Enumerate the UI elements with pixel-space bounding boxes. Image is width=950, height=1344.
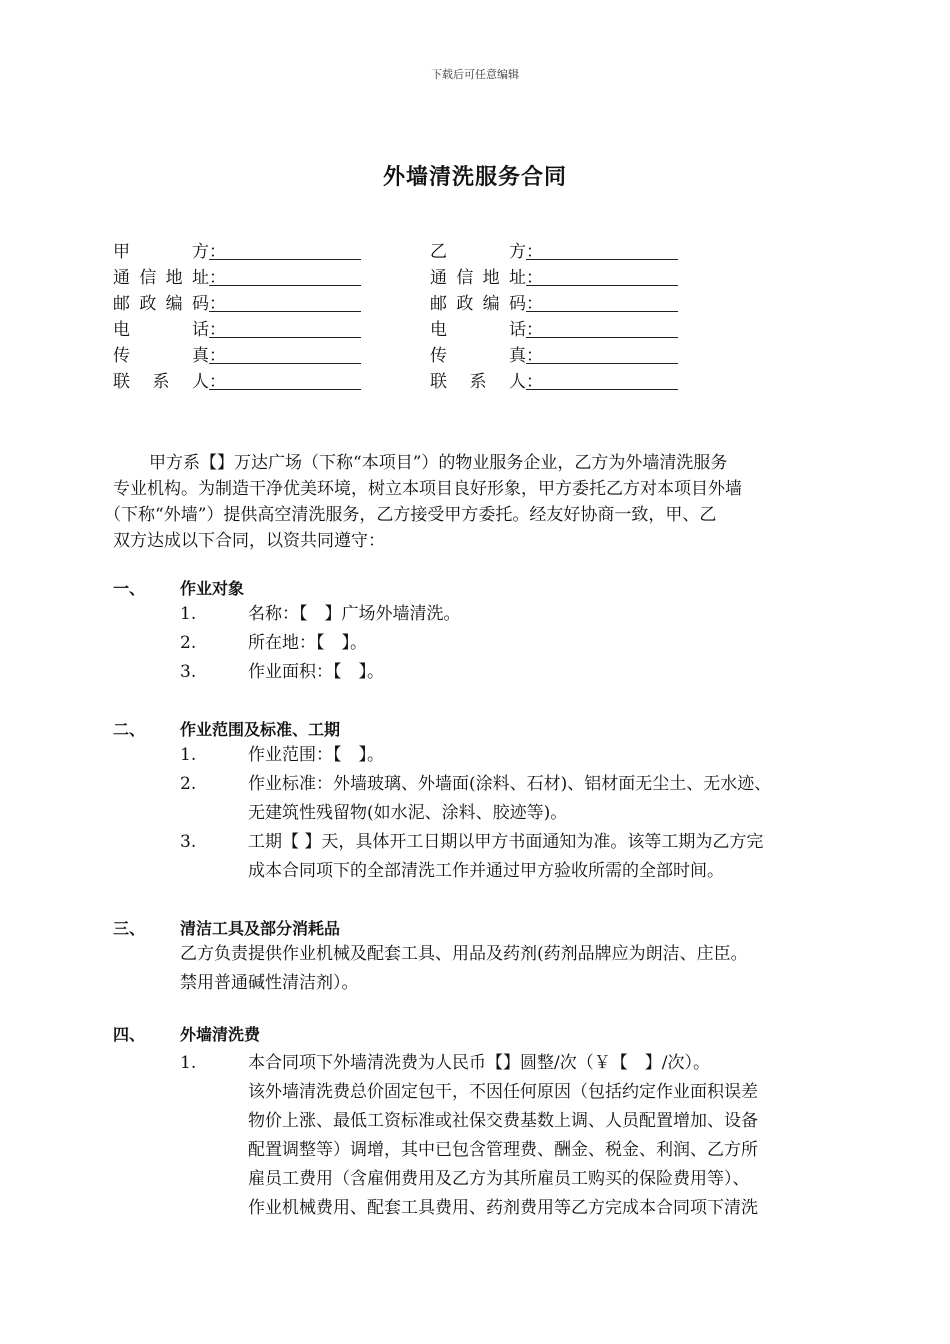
party-b-name-field[interactable] [526,259,678,260]
party-b-fax-row [430,344,543,368]
section-4-line-2: 该外墙清洗费总价固定包干，不因任何原因（包括约定作业面积误差 [248,1082,758,1102]
party-a-colon: ： [209,268,226,288]
party-a-name-label: 甲 方 [113,242,209,262]
party-a-phone-row [113,318,226,342]
section-2-item-1-text: 作业范围：【 】。 [248,745,384,765]
party-a-phone-field[interactable] [209,337,361,338]
party-b-postcode-field[interactable] [526,311,678,312]
party-b-postcode-label: 邮政编码 [430,294,526,314]
party-a-name-field[interactable] [209,259,361,260]
party-b-colon: ： [526,242,543,262]
party-a-name-row [113,240,226,264]
party-a-address-row [113,266,226,290]
party-a-colon: ： [209,346,226,366]
party-b-contact-label: 联 系 人 [430,372,526,392]
section-1-item-2-number: 2. [180,633,197,653]
intro-line-1: 甲方系【】万达广场（下称“本项目”）的物业服务企业，乙方为外墙清洗服务 [149,453,728,473]
section-2-item-3-number: 3. [180,832,197,852]
section-2-item-2-line-1: 作业标准：外墙玻璃、外墙面(涂料、石材)、铝材面无尘土、无水迹、 [248,774,772,794]
section-4-line-3: 物价上涨、最低工资标准或社保交费基数上调、人员配置增加、设备 [248,1111,758,1131]
party-b-postcode-row [430,292,543,316]
section-1-title: 作业对象 [180,579,245,598]
section-2-item-3-line-1: 工期【 】天，具体开工日期以甲方书面通知为准。该等工期为乙方完 [248,832,764,852]
party-a-contact-row [113,370,226,394]
party-b-fax-field[interactable] [526,363,678,364]
party-a-contact-field[interactable] [209,389,361,390]
section-1-item-1-text: 名称：【 】广场外墙清洗。 [248,604,461,624]
section-4-number: 四、 [113,1025,146,1044]
party-b-colon: ： [526,320,543,340]
section-4-line-6: 作业机械费用、配套工具费用、药剂费用等乙方完成本合同项下清洗 [248,1198,758,1218]
party-a-colon: ： [209,242,226,262]
document-title: 外墙清洗服务合同 [382,165,567,190]
section-2-number: 二、 [113,720,146,739]
section-1-item-1-number: 1. [180,604,197,624]
party-a-address-field[interactable] [209,285,361,286]
intro-line-4: 双方达成以下合同，以资共同遵守： [113,531,385,551]
party-a-postcode-field[interactable] [209,311,361,312]
section-1-item-3-number: 3. [180,662,197,682]
section-4-line-4: 配置调整等）调增，其中已包含管理费、酬金、税金、利润、乙方所 [248,1140,758,1160]
party-a-fax-field[interactable] [209,363,361,364]
section-4-line-5: 雇员工费用（含雇佣费用及乙方为其所雇员工购买的保险费用等）、 [248,1169,750,1189]
section-3-line-2: 禁用普通碱性清洁剂）。 [180,973,359,993]
party-a-postcode-label: 邮政编码 [113,294,209,314]
section-2-title: 作业范围及标准、工期 [180,720,341,739]
section-3-line-1: 乙方负责提供作业机械及配套工具、用品及药剂(药剂品牌应为朗洁、庄臣。 [180,944,748,964]
section-4-item-1-number: 1. [180,1053,197,1073]
intro-line-3: （下称“外墙”）提供高空清洗服务，乙方接受甲方委托。经友好协商一致，甲、乙 [104,505,717,525]
section-3-title: 清洁工具及部分消耗品 [180,919,341,938]
party-a-fax-label: 传 真 [113,346,209,366]
party-b-colon: ： [526,294,543,314]
header-note: 下载后可任意编辑 [431,68,519,81]
party-b-phone-row [430,318,543,342]
party-b-address-label: 通信地址 [430,268,526,288]
party-b-phone-label: 电 话 [430,320,526,340]
party-b-address-field[interactable] [526,285,678,286]
party-b-phone-field[interactable] [526,337,678,338]
party-a-colon: ： [209,372,226,392]
section-2-item-3-line-2: 成本合同项下的全部清洗工作并通过甲方验收所需的全部时间。 [248,861,724,881]
section-4-line-1: 本合同项下外墙清洗费为人民币【】圆整/次（￥【 】/次）。 [248,1053,710,1073]
party-a-colon: ： [209,320,226,340]
party-b-colon: ： [526,372,543,392]
section-1-item-2-text: 所在地：【 】。 [248,633,367,653]
section-2-item-2-line-2: 无建筑性残留物(如水泥、涂料、胶迹等)。 [248,803,568,823]
party-b-name-label: 乙 方 [430,242,526,262]
party-b-fax-label: 传 真 [430,346,526,366]
section-4-title: 外墙清洗费 [180,1025,261,1044]
party-b-address-row [430,266,543,290]
party-a-postcode-row [113,292,226,316]
party-b-contact-row [430,370,543,394]
section-1-number: 一、 [113,579,146,598]
party-a-colon: ： [209,294,226,314]
intro-line-2: 专业机构。为制造干净优美环境，树立本项目良好形象，甲方委托乙方对本项目外墙 [113,479,742,499]
party-b-name-row [430,240,543,264]
party-b-contact-field[interactable] [526,389,678,390]
section-3-number: 三、 [113,919,146,938]
party-b-colon: ： [526,268,543,288]
party-b-colon: ： [526,346,543,366]
section-1-item-3-text: 作业面积：【 】。 [248,662,384,682]
section-2-item-1-number: 1. [180,745,197,765]
section-2-item-2-number: 2. [180,774,197,794]
party-a-phone-label: 电 话 [113,320,209,340]
party-a-address-label: 通信地址 [113,268,209,288]
party-a-fax-row [113,344,226,368]
party-a-contact-label: 联 系 人 [113,372,209,392]
